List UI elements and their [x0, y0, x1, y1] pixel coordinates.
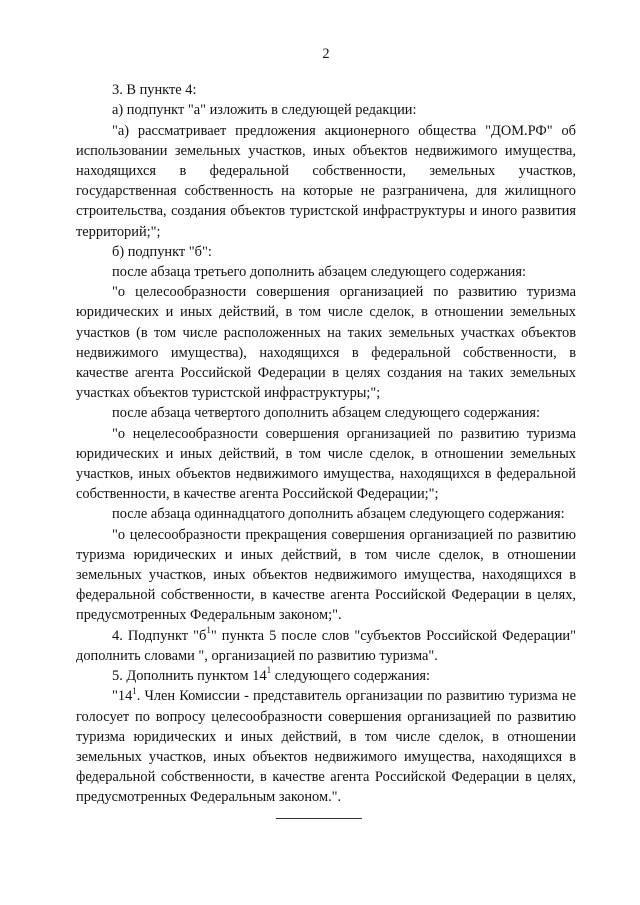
paragraph-quote-termination: "о целесообразности прекращения совершения организацией по развитию туризма юридических и иных действий, в том числе сделок, в отношении земельных участков, иных объектов недвижимого имущества, находящихся в федеральной собственности, в качестве агента Российской Федерации в целях, предусмотренных Федеральным законом;".: [76, 526, 576, 624]
superscript: 1: [132, 685, 137, 696]
footer-divider: [276, 818, 362, 819]
paragraph-subitem-b: б) подпункт "б":: [112, 243, 212, 260]
paragraph-item-3: 3. В пункте 4:: [112, 82, 197, 99]
superscript: 1: [266, 665, 272, 676]
paragraph-item-5: 5. Дополнить пунктом $14^1$ следующего содержания:: [112, 665, 431, 685]
paragraph-quote-expediency: "о целесообразности совершения организацией по развитию туризма юридических и иных действий, в том числе сделок, в отношении земельных участков (в том числе расположенных на таких земельных участках объектов недвижимого имущества), находящихся в федеральной собственности, в качестве агента Российской Федерации в целях создания на таких земельных участках объектов туристской инфраструктуры;";: [76, 284, 576, 402]
paragraph-after-fourth: после абзаца четвертого дополнить абзацем следующего содержания:: [112, 405, 541, 422]
paragraph-subitem-a: а) подпункт "а" изложить в следующей редакции:: [112, 102, 417, 119]
superscript: 1: [206, 624, 211, 635]
paragraph-item-4: 4. Подпункт "$б^1$" пункта 5 после слов "субъектов Российской Федерации" дополнить словами ", организацией по развитию туризма".: [76, 624, 576, 664]
page-number: 2: [322, 46, 330, 62]
paragraph-quote-inexpediency: "о нецелесообразности совершения организацией по развитию туризма юридических и иных действий, в том числе сделок, в отношении земельных участков, иных объектов недвижимого имущества, находящихся в федеральной собственности, в качестве агента Российской Федерации;";: [76, 425, 576, 503]
paragraph-quote-14-1: "$14^1$. Член Комиссии - представитель организации по развитию туризма не голосует по вопросу целесообразности совершения организацией по развитию туризма юридических и иных действий, в том числе сделок, в отношении земельных участков, иных объектов недвижимого имущества, находящихся в федеральной собственности, в качестве агента Российской Федерации в целях, предусмотренных Федеральным законом.".: [76, 685, 576, 806]
paragraph-after-eleventh: после абзаца одиннадцатого дополнить абзацем следующего содержания:: [112, 506, 565, 523]
paragraph-after-third: после абзаца третьего дополнить абзацем следующего содержания:: [112, 264, 526, 281]
paragraph-quote-a: "а) рассматривает предложения акционерного общества "ДОМ.РФ" об использовании земельных участков, иных объектов недвижимого имущества, находящихся в федеральной собственности, земельных участков, государственная собственность на которые не разграничена, для жилищного строительства, создания объектов туристской инфраструктуры и иного развития территорий;";: [76, 122, 576, 240]
